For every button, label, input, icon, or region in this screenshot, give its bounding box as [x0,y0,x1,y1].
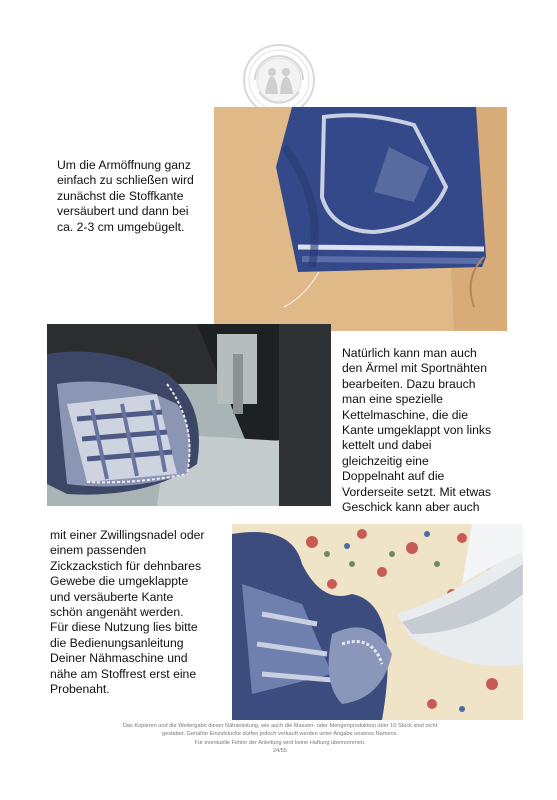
footer-line-1: Das Kopieren und die Weitergabe dieser Nähanleitung, wie auch die Massen- oder Mengenproduktion über 10 Stück sind nicht [122,723,438,729]
photo-folded-fabric-edge [214,107,507,331]
copyright-footer [40,722,520,756]
logo-seal-graphic [245,46,313,114]
instruction-paragraph-1: Um die Armöffnung ganz einfach zu schließen wird zunächst die Stoffkante versäubert und dann bei ca. 2-3 cm umgebügelt. [57,158,194,234]
footer-line-2: gestattet. Genähte Einzelstücke dürfen jedoch verkauft werden unter Angabe unseres Namens. [161,731,398,738]
photo-serger-machine [47,324,331,506]
photo-iron-on-floral-board [232,524,523,720]
instruction-paragraph-3: mit einer Zwillingsnadel oder einem passenden Zickzackstich für dehnbares Gewebe die umgeklappte und versäuberte Kante schön angenäht werden. Für diese Nutzung lies bitte die Bedienungsanleitung Deiner Nähmaschine und nähe am Stoffrest erst eine Probenaht. [50,528,205,697]
footer-line-3: Für eventuelle Fehler der Anleitung wird keine Haftung übernommen. [194,739,366,746]
brand-logo [243,44,315,116]
instruction-paragraph-2: Natürlich kann man auch den Ärmel mit Sportnähten bearbeiten. Dazu brauch man eine spezielle Kettelmaschine, die die Kante umgeklappt von links kettelt und dabei gleichzeitig eine Doppelnaht auf die Vorderseite setzt. Mit etwas Geschick kann aber auch [342,346,492,515]
page-number: 24/55 [273,748,287,755]
